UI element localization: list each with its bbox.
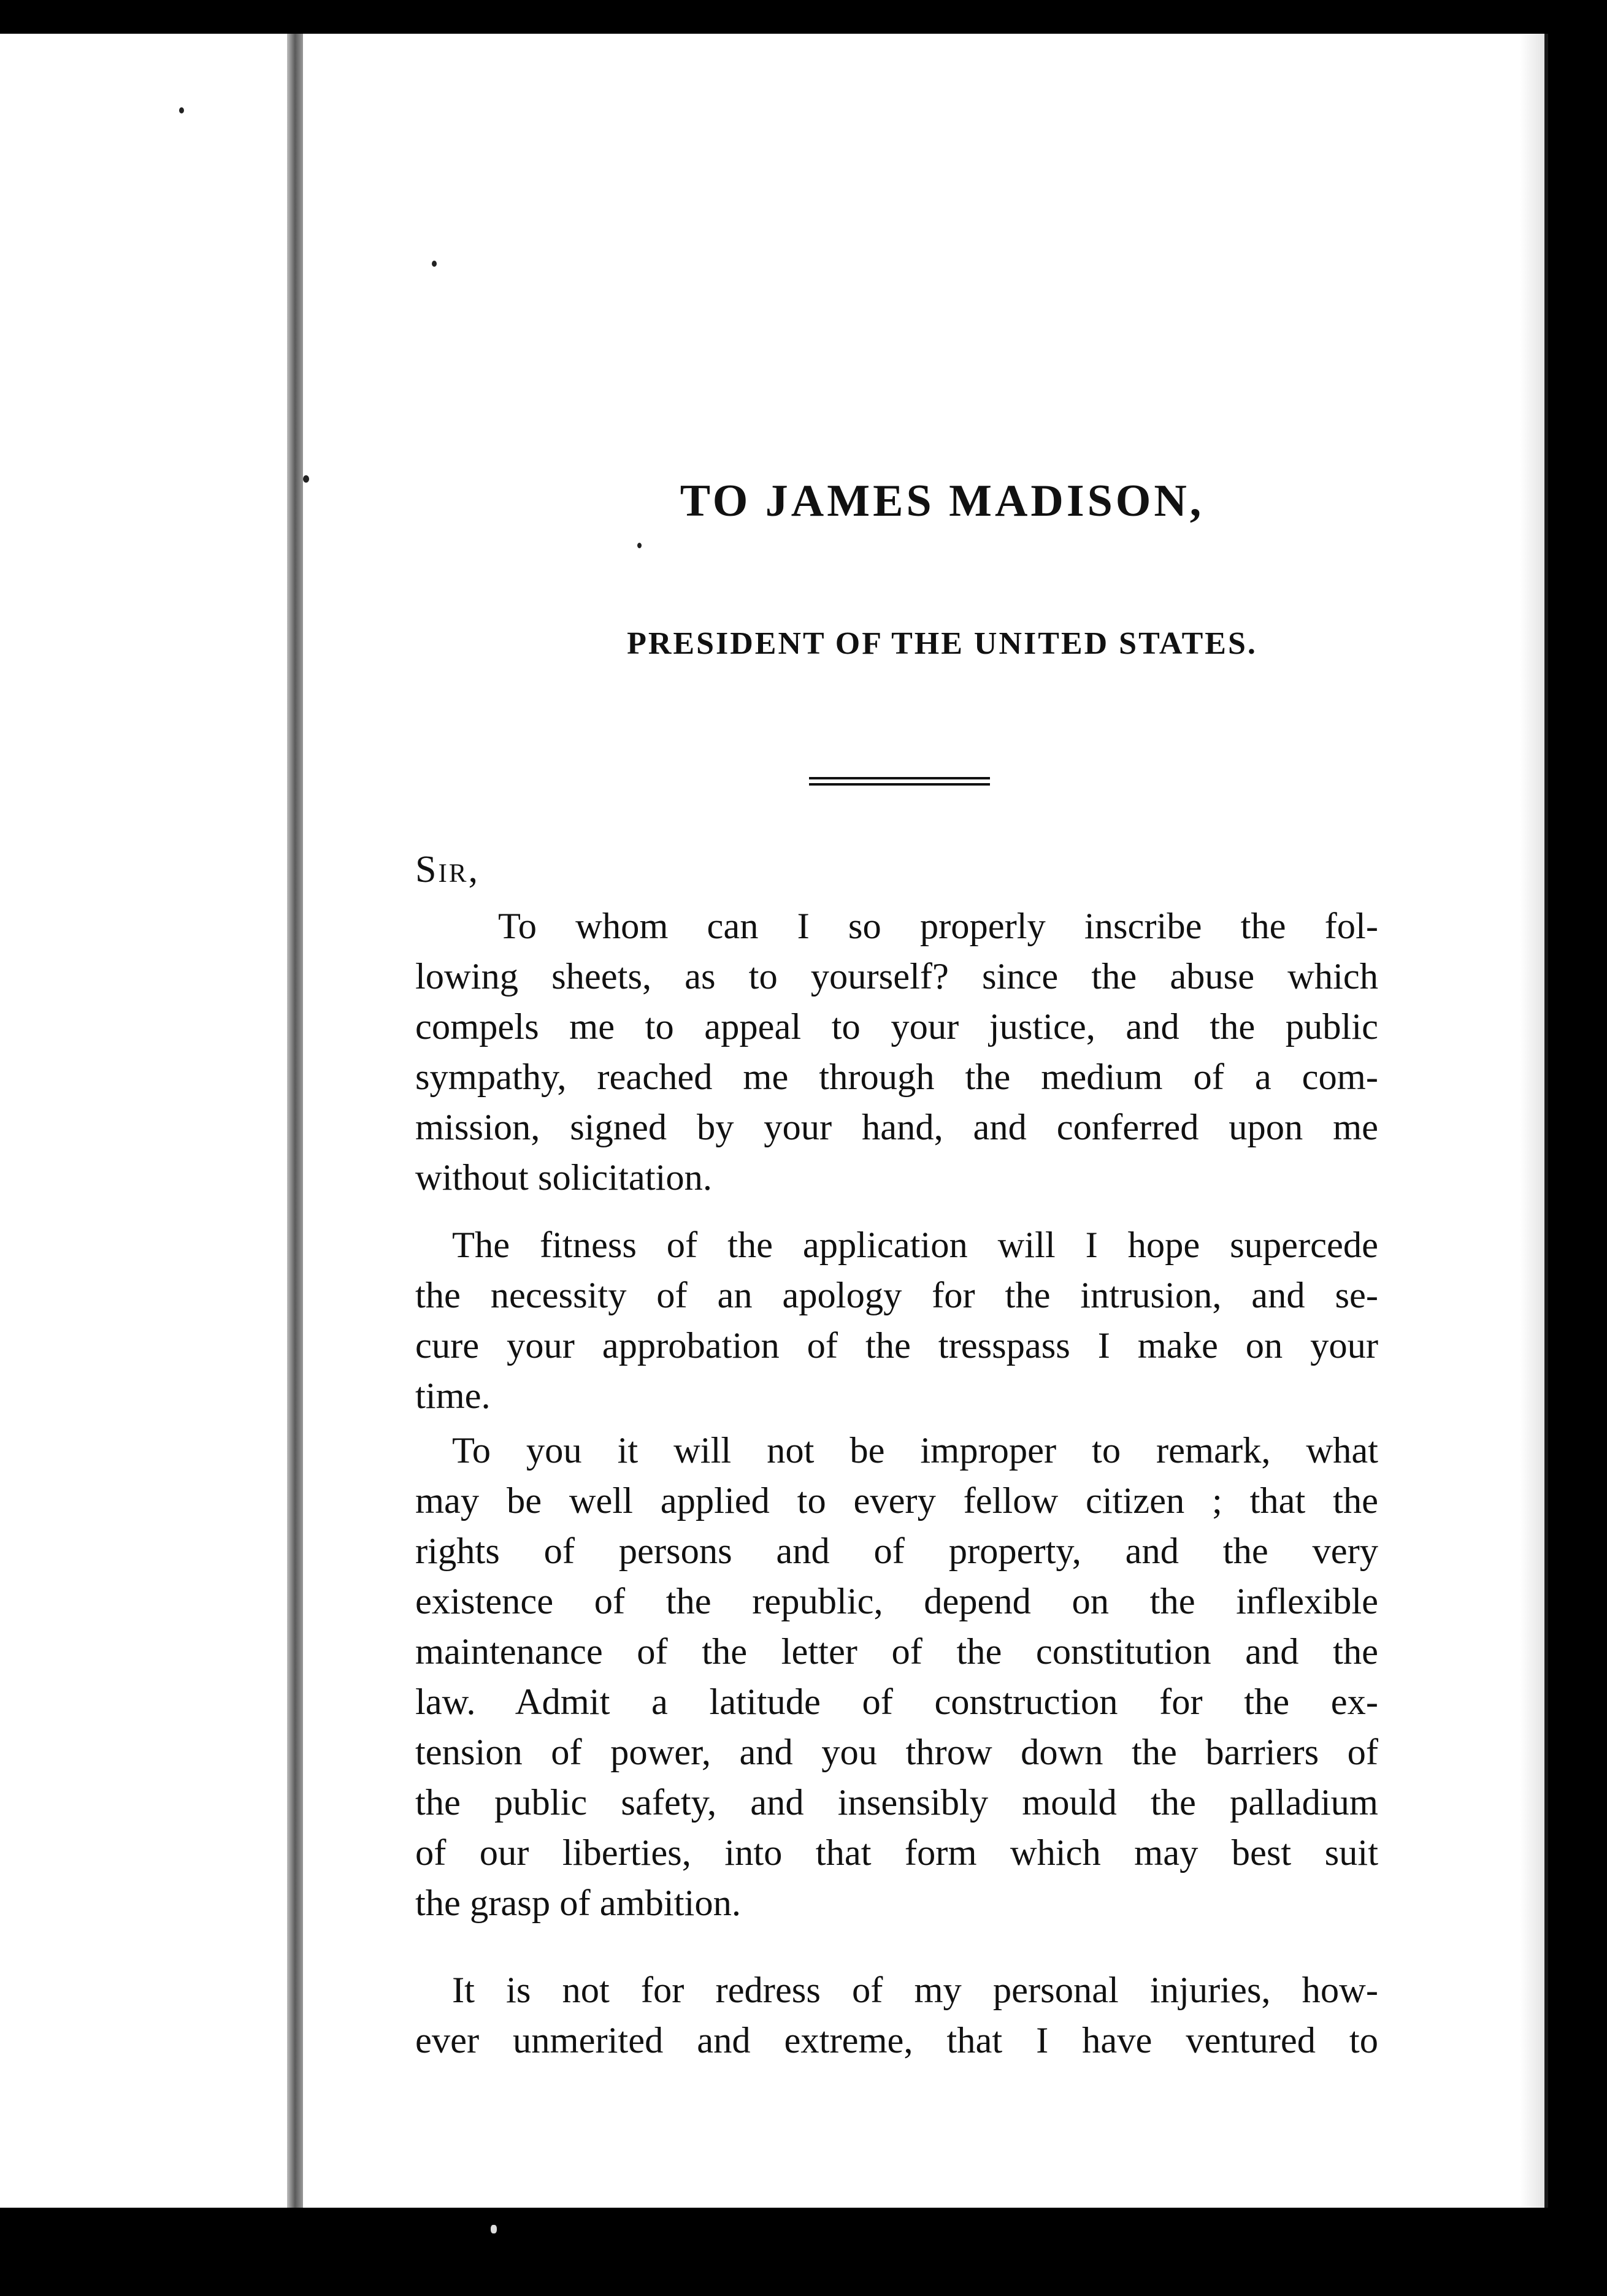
text-line: lowing sheets, as to yourself? since the abuse which xyxy=(415,956,1378,997)
paragraph-4 xyxy=(415,1965,1378,2066)
text-line: law. Admit a latitude of construction for the ex- xyxy=(415,1682,1378,1723)
rule-line-bottom xyxy=(809,783,990,786)
text-line: rights of persons and of property, and the very xyxy=(415,1531,1378,1572)
text-line: cure your approbation of the tresspass I make on your xyxy=(415,1325,1378,1366)
text-line: tension of power, and you throw down the barriers of xyxy=(415,1732,1378,1773)
text-line: existence of the republic, depend on the inflexible xyxy=(415,1581,1378,1622)
text-line: may be well applied to every fellow citizen ; that the xyxy=(415,1480,1378,1521)
salutation: Sir, xyxy=(415,849,480,890)
paragraph-3 xyxy=(415,1426,1378,1929)
text-line: mission, signed by your hand, and conferred upon me xyxy=(415,1107,1378,1148)
facing-blank-page xyxy=(0,34,287,2208)
book-gutter xyxy=(287,34,303,2208)
text-line: the necessity of an apology for the intrusion, and se- xyxy=(415,1275,1378,1316)
scan-speck xyxy=(491,2225,497,2233)
text-line: The fitness of the application will I hope supercede xyxy=(452,1225,1378,1266)
printed-page xyxy=(303,34,1548,2208)
rule-line-top xyxy=(809,777,990,779)
text-line: ever unmerited and extreme, that I have ventured to xyxy=(415,2020,1378,2061)
text-line: of our liberties, into that form which may best suit xyxy=(415,1832,1378,1873)
dedication-subtitle: PRESIDENT OF THE UNITED STATES. xyxy=(627,626,1257,661)
page-edge-shadow xyxy=(1520,34,1544,2208)
text-line: To you it will not be improper to remark, what xyxy=(452,1430,1378,1471)
text-line: time. xyxy=(415,1376,491,1417)
text-line: maintenance of the letter of the constitution and the xyxy=(415,1631,1378,1672)
decorative-double-rule xyxy=(809,777,990,787)
text-line: the grasp of ambition. xyxy=(415,1883,741,1924)
text-line: without solicitation. xyxy=(415,1157,712,1198)
ink-speck xyxy=(637,543,642,548)
text-line: compels me to appeal to your justice, and the public xyxy=(415,1006,1378,1047)
text-line: sympathy, reached me through the medium of a com- xyxy=(415,1057,1378,1098)
paragraph-2 xyxy=(415,1220,1378,1422)
text-line: To whom can I so properly inscribe the fol- xyxy=(498,906,1378,947)
ink-speck xyxy=(179,107,184,113)
dedication-title: TO JAMES MADISON, xyxy=(680,476,1205,526)
text-line: It is not for redress of my personal injuries, how- xyxy=(452,1970,1378,2011)
paragraph-1 xyxy=(415,901,1378,1203)
ink-speck xyxy=(432,261,437,267)
text-line: the public safety, and insensibly mould the palladium xyxy=(415,1782,1378,1823)
